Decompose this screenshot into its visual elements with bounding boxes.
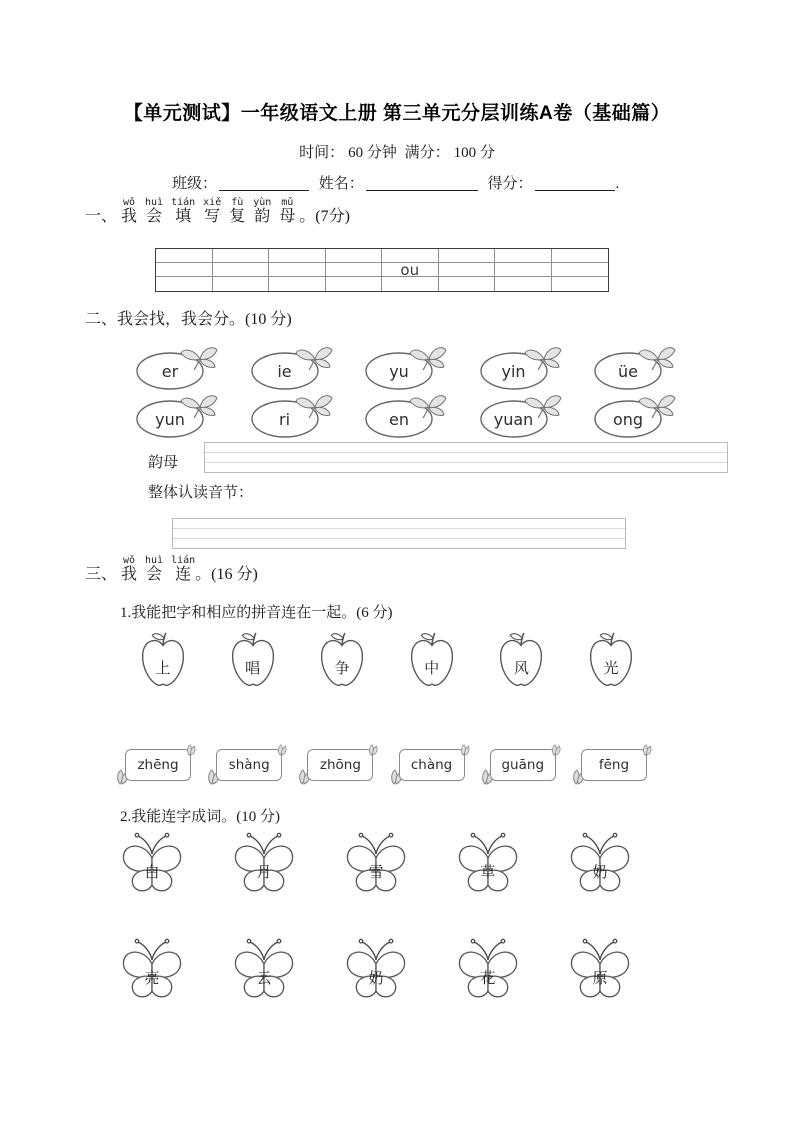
table-cell [439,277,496,291]
table-cell [156,277,213,291]
page-title: 【单元测试】一年级语文上册 第三单元分层训练A卷（基础篇） [123,103,671,124]
table-cell [269,263,326,277]
balloon-label: üe [618,362,638,381]
leaf-decoration-icon [186,744,197,756]
pinyin-balloon [363,341,451,393]
butterfly-item [344,936,408,1004]
question3-score: 。(16 分) [195,566,258,583]
balloon-label: ong [612,410,644,429]
leaf-decoration-icon [460,744,471,756]
table-cell [326,263,383,277]
table-cell [552,249,609,263]
butterfly-item [232,936,296,1004]
pinyin-tag [125,749,191,781]
table-cell [495,277,552,291]
apple-character: 争 [334,661,350,677]
zhengti-writing-grid [172,518,626,549]
table-cell [156,263,213,277]
balloon-label: yuan [493,410,534,429]
apple-item [406,631,458,689]
butterfly-item [120,830,184,898]
butterfly-item [568,830,632,898]
pinyin-tag-label: zhōng [307,749,373,781]
yunmu-label: 韵母 [148,455,179,471]
pinyin-balloon [592,389,680,441]
butterfly-character: 草 [480,865,496,881]
butterfly-character: 云 [256,971,272,987]
butterfly-row-2 [120,936,632,1004]
time-label: 时间： [299,145,345,161]
table-cell [213,263,270,277]
butterfly-character: 奶 [368,971,384,987]
leaf-decoration-icon [551,744,562,756]
butterfly-character: 奶 [592,865,608,881]
butterfly-item [456,936,520,1004]
name-blank [366,176,478,191]
pinyin-tag [581,749,647,781]
period: . [615,176,620,192]
butterfly-item [232,830,296,898]
butterfly-item [344,830,408,898]
pinyin-balloon [592,341,680,393]
table-cell [439,249,496,263]
pinyin-tag-label: shàng [216,749,282,781]
question3-header: 三、 我wǒ会huì连lián。(16 分) [85,555,258,583]
table-cell [326,277,383,291]
student-info-line [172,172,619,193]
table-cell [269,249,326,263]
table-cell [552,277,609,291]
question1-header: 一、 我wǒ会huì填tián写xiě复fù韵yùn母mǔ。(7分) [85,197,350,225]
table-cell [326,249,383,263]
pinyin-balloon [363,389,451,441]
butterfly-item [120,936,184,1004]
table-cell [495,249,552,263]
table-cell [495,263,552,277]
table-cell [213,277,270,291]
butterfly-item [456,830,520,898]
apple-item [137,631,189,689]
apple-item [316,631,368,689]
fullscore-value: 100 分 [453,145,495,161]
butterfly-row-1 [120,830,632,898]
pinyin-balloon [249,341,337,393]
balloon-label: yun [155,410,185,429]
balloon-label: ri [278,410,291,429]
apple-character: 风 [513,661,529,677]
name-label: 姓名： [318,176,364,192]
score-blank [535,176,615,191]
balloon-row-2 [134,389,680,441]
pinyin-balloon [478,341,566,393]
question3-number: 三、 [85,566,118,583]
table-cell [156,249,213,263]
apple-character: 中 [424,661,440,677]
balloon-label: yin [501,362,526,381]
leaf-decoration-icon [642,744,653,756]
apple-item [585,631,637,689]
butterfly-character: 亮 [144,971,160,987]
pinyin-balloon [249,389,337,441]
pinyin-balloon [134,341,222,393]
question3-sub1: 1.我能把字和相应的拼音连在一起。(6 分) [120,605,393,621]
butterfly-item [568,936,632,1004]
exam-meta [0,141,794,162]
apple-character: 光 [603,661,619,677]
pinyin-tag [216,749,282,781]
pinyin-tag-row [125,749,647,781]
leaf-decoration-icon [277,744,288,756]
fullscore-label: 满分： [404,145,450,161]
apple-item [227,631,279,689]
table-cell [269,277,326,291]
table-cell [439,263,496,277]
table-cell-ou: ou [382,263,439,277]
question2-header: 二、我会找，我会分。(10 分) [85,311,292,328]
balloon-label: ie [277,362,292,381]
pinyin-balloon [478,389,566,441]
table-cell [552,263,609,277]
balloon-label: yu [389,362,409,381]
pinyin-tag [490,749,556,781]
butterfly-character: 原 [592,971,608,987]
pinyin-tag [399,749,465,781]
pinyin-fill-table [155,248,609,292]
yunmu-writing-grid [204,442,728,473]
apple-row [137,631,637,689]
pinyin-tag-label: chàng [399,749,465,781]
pinyin-tag-label: guāng [490,749,556,781]
apple-character: 唱 [245,661,261,677]
table-cell [382,277,439,291]
butterfly-character: 白 [144,865,160,881]
class-blank [219,176,309,191]
zhengti-label: 整体认读音节： [148,485,254,501]
butterfly-character: 月 [256,865,272,881]
balloon-row-1 [134,341,680,393]
butterfly-character: 花 [480,971,496,987]
apple-character: 上 [155,661,171,677]
leaf-decoration-icon [368,744,379,756]
balloon-label: er [161,362,179,381]
question3-sub2: 2.我能连字成词。(10 分) [120,809,280,825]
question1-number: 一、 [85,208,118,225]
class-label: 班级： [172,176,218,192]
score-label: 得分： [487,176,533,192]
apple-item [495,631,547,689]
pinyin-tag-label: fēng [581,749,647,781]
pinyin-tag [307,749,373,781]
time-value: 60 分钟 [348,145,397,161]
pinyin-balloon [134,389,222,441]
pinyin-tag-label: zhēng [125,749,191,781]
question1-score: 。(7分) [299,208,350,225]
balloon-label: en [389,410,409,429]
butterfly-character: 雪 [368,865,384,881]
table-cell [213,249,270,263]
